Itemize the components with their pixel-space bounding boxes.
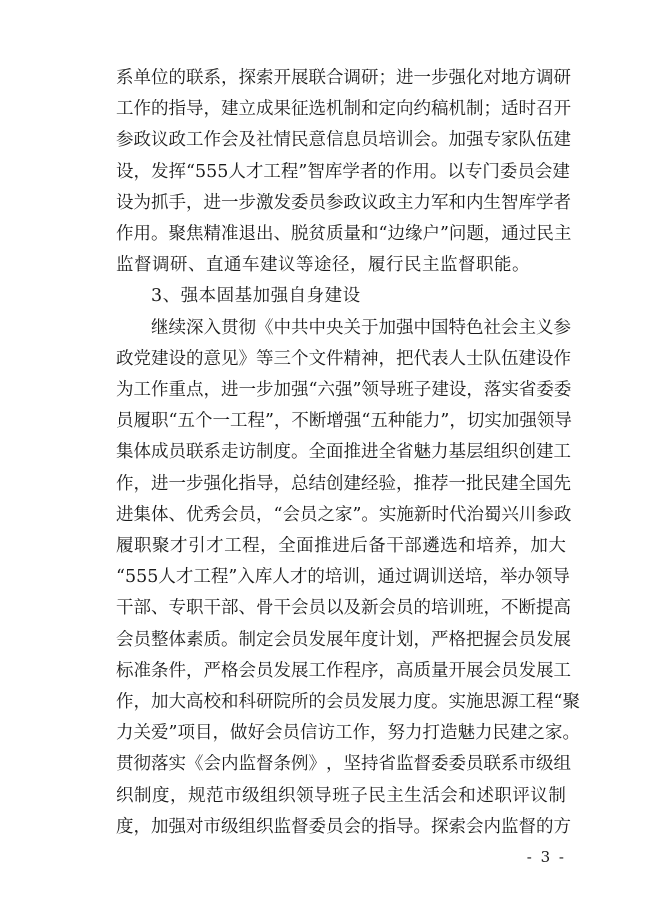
text-line: 监督调研、直通车建议等途径，履行民主监督职能。 [116,255,530,276]
text-line: 力 关 爱 ” 项 目 ， 做 好 会 员 信 访 工 作 ， 努 力 打 造 魅 力 民 建 之 家 。 [116,723,580,744]
text-line: 贯 彻 落 实 《 会 内 监 督 条 例 》 ， 坚 持 省 监 督 委 委 员 联 系 市 级 组 [116,754,571,775]
page-number: - 3 - [526,848,566,866]
text-line: 集 体 成 员 联 系 走 访 制 度 。 全 面 推 进 全 省 魅 力 基 层 组 织 创 建 工 [116,442,571,463]
text-line: 干 部 、 专 职 干 部 、 骨 干 会 员 以 及 新 会 员 的 培 训 班 ， 不 断 提 高 [116,598,571,619]
text-line: “ 555 人 才 工 程 ” 入 库 人 才 的 培 训 ， 通 过 调 训 送 培 ， 举 办 领 导 [116,567,570,588]
text-line: 履 职 聚 才 引 才 工 程 ， 全 面 推 进 后 备 干 部 遴 选 和 培 养 ， 加 大 [116,536,566,556]
text-line: 工 作 的 指 导 ， 建 立 成 果 征 选 机 制 和 定 向 约 稿 机 制 ； 适 时 召 开 [116,99,571,120]
text-line: 设 为 抓 手 ， 进 一 步 激 发 委 员 参 政 议 政 主 力 军 和 内 生 智 库 学 者 [116,192,571,213]
text-line: 为 工 作 重 点 ， 进 一 步 加 强 “ 六 强 ” 领 导 班 子 建 设 ， 落 实 省 委 委 [116,380,572,400]
text-line: 继 续 深 入 贯 彻 《 中 共 中 央 关 于 加 强 中 国 特 色 社 会 主 义 参 [151,317,571,338]
text-line: 标 准 条 件 ， 严 格 会 员 发 展 工 作 程 序 ， 高 质 量 开 展 会 员 发 展 工 [116,660,571,681]
text-line: 进 集 体 、 优 秀 会 员 ， “ 会 员 之 家 ” 。 实 施 新 时 代 治 蜀 兴 川 参 政 [116,504,572,525]
text-line: 政 党 建 设 的 意 见 》 等 三 个 文 件 精 神 ， 把 代 表 人 士 队 伍 建 设 作 [116,348,571,369]
text-line: 作 ， 加 大 高 校 和 科 研 院 所 的 会 员 发 展 力 度 。 实 施 思 源 工 程 “ 聚 [116,692,580,712]
text-line: 系 单 位 的 联 系 ， 探 索 开 展 联 合 调 研 ； 进 一 步 强 化 对 地 方 调 研 [116,68,571,88]
text-line: 3、强本固基加强自身建设 [151,286,361,307]
text-line: 参 政 议 政 工 作 会 及 社 情 民 意 信 息 员 培 训 会 。 加 强 专 家 队 伍 建 [116,130,571,151]
text-line: 作 用 。 聚 焦 精 准 退 出 、 脱 贫 质 量 和 “ 边 缘 户 ” 问 题 ， 通 过 民 主 [116,224,572,244]
text-line: 作 ， 进 一 步 强 化 指 导 ， 总 结 创 建 经 验 ， 推 荐 一 批 民 建 全 国 先 [116,473,571,494]
text-line: 度 ， 加 强 对 市 级 组 织 监 督 委 员 会 的 指 导 。 探 索 会 内 监 督 的 方 [116,816,571,837]
text-line: 设 ， 发 挥 “ 555 人 才 工 程 ” 智 库 学 者 的 作 用 。 以 专 门 委 员 会 建 [116,161,570,182]
text-line: 会 员 整 体 素 质 。 制 定 会 员 发 展 年 度 计 划 ， 严 格 把 握 会 员 发 展 [116,629,571,650]
text-line: 员 履 职 “ 五 个 一 工 程 ” ， 不 断 增 强 “ 五 种 能 力 ” ， 切 实 加 强 领 导 [116,411,572,432]
text-line: 织 制 度 ， 规 范 市 级 组 织 领 导 班 子 民 主 生 活 会 和 述 职 评 议 制 [116,785,566,806]
